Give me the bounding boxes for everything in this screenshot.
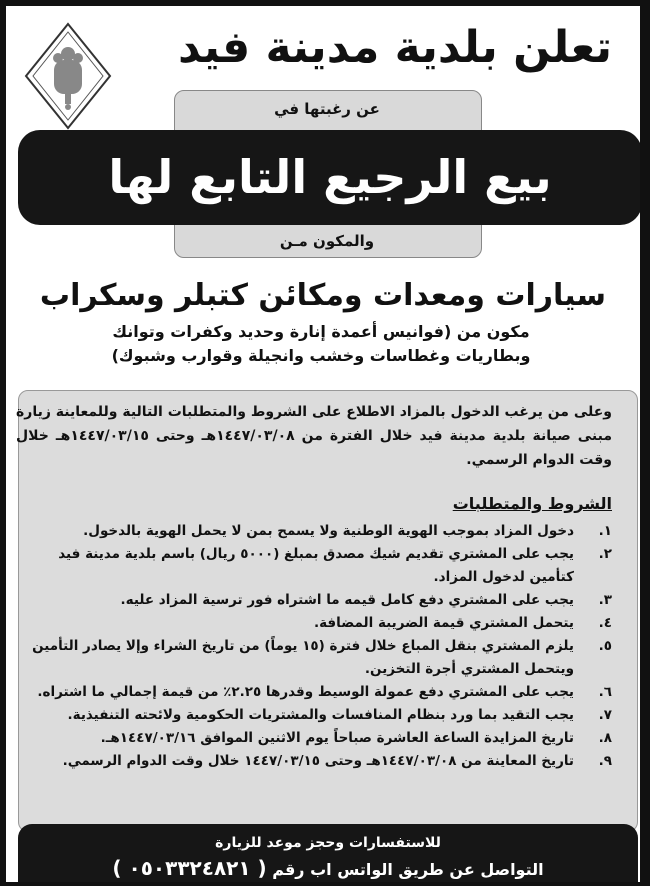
contact-heading: للاستفسارات وحجز موعد للزيارة — [215, 835, 441, 851]
sale-subject: سيارات ومعدات ومكائن كتبلر وسكراب — [39, 278, 607, 313]
item-number: ١. — [598, 523, 612, 539]
contact-band — [18, 824, 638, 882]
item-text: دخول المزاد بموجب الهوية الوطنية ولا يسمح بمن لا يحمل الهوية بالدخول. — [83, 523, 574, 539]
terms-item — [12, 681, 612, 704]
intro-text-bottom: والمكون مـن — [279, 232, 375, 250]
preamble-text: وعلى من يرغب الدخول بالمزاد الاطلاع على الشروط والمتطلبات التالية وللمعاينة زيارة مبنى صيانة بلدية مدينة فيد خلال الفترة من ١٤٤٧/٠٣/٠٨هـ وحتى ١٤٤٧/٠٣/١٥هـ خلال وقت الدوام الرسمي. — [16, 404, 612, 468]
terms-item — [12, 543, 612, 589]
terms-item — [12, 704, 612, 727]
terms-item — [12, 750, 612, 773]
advertisement-page — [6, 6, 640, 882]
item-number: ٢. — [598, 546, 612, 562]
terms-list — [12, 520, 612, 773]
terms-item — [12, 635, 612, 681]
municipality-emblem-icon — [18, 16, 118, 136]
item-text: تاريخ المعاينة من ١٤٤٧/٠٣/٠٨هـ وحتى ١٤٤٧/٠٣/١٥ خلال وقت الدوام الرسمي. — [62, 753, 574, 769]
item-number: ٨. — [598, 730, 612, 746]
intro-text-top: عن رغبتها في — [274, 100, 380, 118]
terms-item — [12, 589, 612, 612]
item-text: يجب على المشتري دفع كامل قيمه ما اشتراه فور ترسية المزاد عليه. — [120, 592, 574, 608]
item-text: يتحمل المشتري قيمة الضريبة المضافة. — [313, 615, 574, 631]
item-number: ٣. — [598, 592, 612, 608]
item-text: يجب على المشتري دفع عمولة الوسيط وقدرها ٢.٢٥٪ من قيمة إجمالي ما اشتراه. — [37, 684, 574, 700]
components-list — [66, 320, 576, 368]
contact-whatsapp — [18, 854, 638, 882]
item-number: ٩. — [598, 753, 612, 769]
item-text: تاريخ المزايدة الساعة العاشرة صباحاً يوم الاثنين الموافق ١٤٤٧/٠٣/١٦هـ. — [100, 730, 574, 746]
page-title: تعلن بلدية مدينة فيد — [178, 22, 612, 73]
sale-headline: بيع الرجيع التابع لها — [18, 130, 640, 225]
terms-item — [12, 520, 612, 543]
item-text: يلزم المشتري بنقل المباع خلال فترة (١٥ يوماً) من تاريخ الشراء وإلا يصادر التأمين ويتحمل المشتري أجرة التخزين. — [32, 638, 574, 677]
phone-number[interactable]: ( ٠٥٠٣٣٢٤٨٢١ ) — [112, 856, 267, 880]
item-text: يجب على المشتري تقديم شيك مصدق بمبلغ (٥٠٠٠ ريال) باسم بلدية مدينة فيد كتأمين لدخول المزاد. — [58, 546, 574, 585]
components-line-2: وبطاريات وغطاسات وخشب وانجيلة وقوارب وشبوك) — [111, 346, 531, 365]
contact-prefix: التواصل عن طريق الواتس اب رقم — [272, 860, 544, 879]
terms-heading: الشروط والمتطلبات — [452, 494, 612, 513]
terms-item — [12, 727, 612, 750]
item-text: يجب التقيد بما ورد بنظام المنافسات والمشتريات الحكومية ولائحته التنفيذية. — [67, 707, 574, 723]
item-number: ٦. — [598, 684, 612, 700]
components-line-1: مكون من (فوانيس أعمدة إنارة وحديد وكفرات وتوانك — [112, 322, 530, 341]
item-number: ٥. — [598, 638, 612, 654]
item-number: ٧. — [598, 707, 612, 723]
item-number: ٤. — [598, 615, 612, 631]
terms-item — [12, 612, 612, 635]
